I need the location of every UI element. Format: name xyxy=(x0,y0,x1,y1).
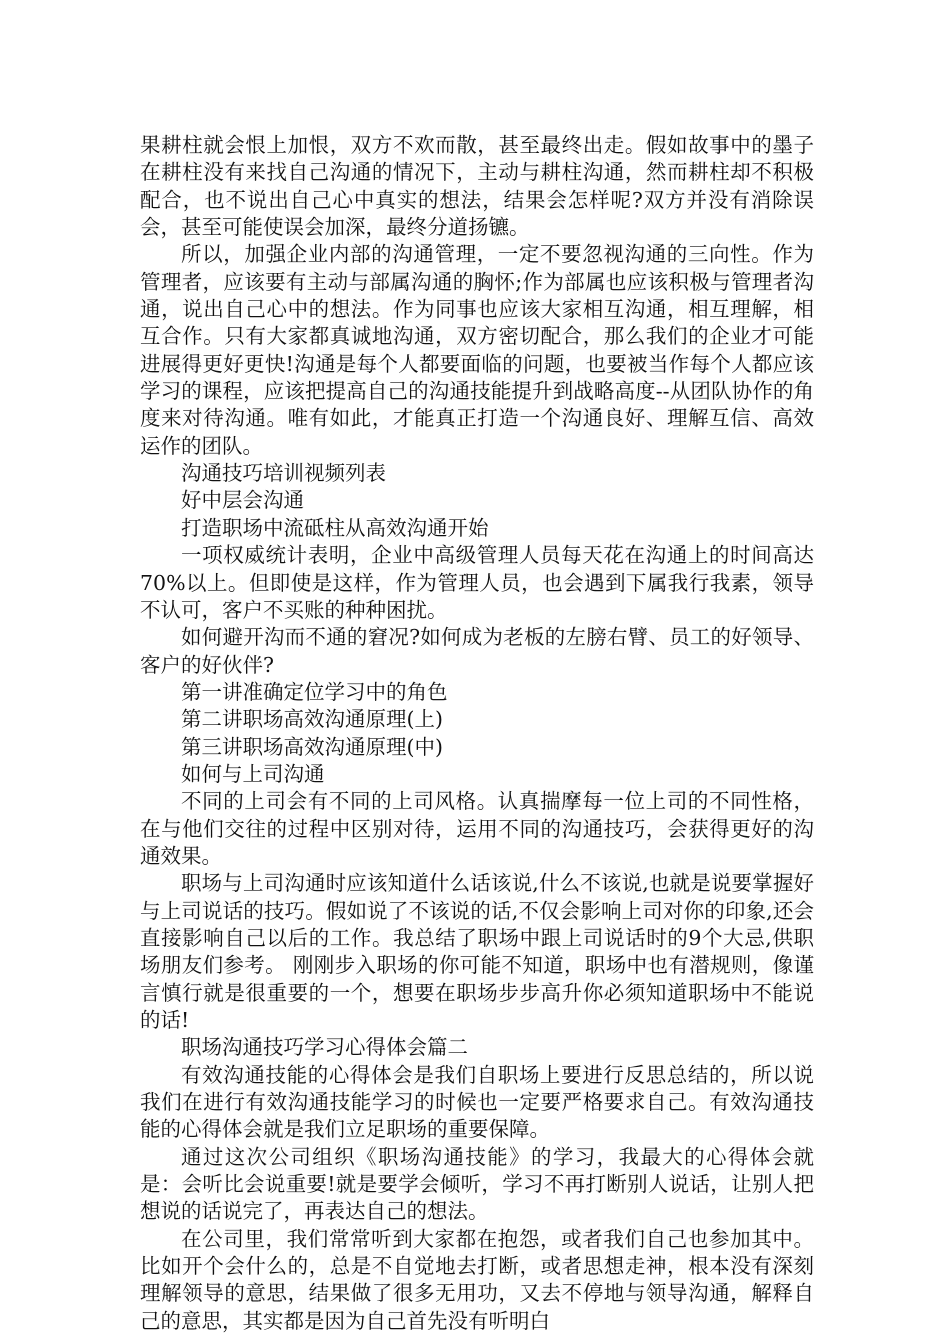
section-heading-part-two: 职场沟通技巧学习心得体会篇二 xyxy=(181,1035,468,1060)
paragraph-continuation: 果耕柱就会恨上加恨，双方不欢而散，甚至最终出走。假如故事中的墨子在耕柱没有来找自己沟通的情况下，主动与耕柱沟通，然而耕柱却不积极配合，也不说出自己心中真实的想法，结果会怎样呢?双方并没有消除误会，甚至可能使误会加深，最终分道扬镳。 xyxy=(140,133,814,240)
list-item-efficient-communication: 打造职场中流砥柱从高效沟通开始 xyxy=(181,515,489,540)
paragraph-listening: 通过这次公司组织《职场沟通技能》的学习，我最大的心得体会就是：会听比会说重要!就是要学会倾听，学习不再打断别人说话，让别人把想说的话说完了，再表达自己的想法。 xyxy=(140,1144,814,1224)
paragraph-effective-skills: 有效沟通技能的心得体会是我们自职场上要进行反思总结的，所以说我们在进行有效沟通技能学习的时候也一定要严格要求自己。有效沟通技能的心得体会就是我们立足职场的重要保障。 xyxy=(140,1062,814,1142)
paragraph-speaking-skills: 职场与上司沟通时应该知道什么话该说,什么不该说,也就是说要掌握好与上司说话的技巧。假如说了不该说的话,不仅会影响上司对你的印象,还会直接影响自己以后的工作。我总结了职场中跟上司说话时的9个大忌,供职场朋友们参考。 刚刚步入职场的你可能不知道，职场中也有潜规则，像谨言慎行就是很重要的一个，想要在职场步步高升你必须知道职场中不能说的话! xyxy=(140,871,814,1032)
paragraph-communication-management: 所以，加强企业内部的沟通管理，一定不要忽视沟通的三向性。作为管理者，应该要有主动与部属沟通的胸怀;作为部属也应该积极与管理者沟通，说出自己心中的想法。作为同事也应该大家相互沟通，相互理解，相互合作。只有大家都真诚地沟通，双方密切配合，那么我们的企业才可能进展得更好更快!沟通是每个人都要面临的问题，也要被当作每个人都应该学习的课程，应该把提高自己的沟通技能提升到战略高度--从团队协作的角度来对待沟通。唯有如此，才能真正打造一个沟通良好、理解互信、高效运作的团队。 xyxy=(140,242,814,458)
paragraph-statistics: 一项权威统计表明，企业中高级管理人员每天花在沟通上的时间高达70%以上。但即使是这样，作为管理人员，也会遇到下属我行我素，领导不认可，客户不买账的种种困扰。 xyxy=(140,543,814,622)
list-item-good-middle-manager: 好中层会沟通 xyxy=(181,488,304,513)
lecture-item-3: 第三讲职场高效沟通原理(中) xyxy=(181,734,443,759)
lecture-item-2: 第二讲职场高效沟通原理(上) xyxy=(181,707,443,732)
section-heading-superior: 如何与上司沟通 xyxy=(181,761,325,786)
paragraph-questions: 如何避开沟而不通的窘况?如何成为老板的左膀右臂、员工的好领导、客户的好伙伴? xyxy=(140,625,814,677)
list-heading-training-videos: 沟通技巧培训视频列表 xyxy=(181,461,386,486)
paragraph-company-complaints: 在公司里，我们常常听到大家都在抱怨，或者我们自己也参加其中。比如开个会什么的，总是不自觉地去打断，或者思想走神，根本没有深刻理解领导的意思，结果做了很多无用功，又去不停地与领导沟通，解释自己的意思，其实都是因为自己首先没有听明白 xyxy=(140,1226,814,1333)
document-body xyxy=(140,132,814,1335)
lecture-item-1: 第一讲准确定位学习中的角色 xyxy=(181,679,448,704)
paragraph-superior-styles: 不同的上司会有不同的上司风格。认真揣摩每一位上司的不同性格，在与他们交往的过程中区别对待，运用不同的沟通技巧，会获得更好的沟通效果。 xyxy=(140,789,814,868)
